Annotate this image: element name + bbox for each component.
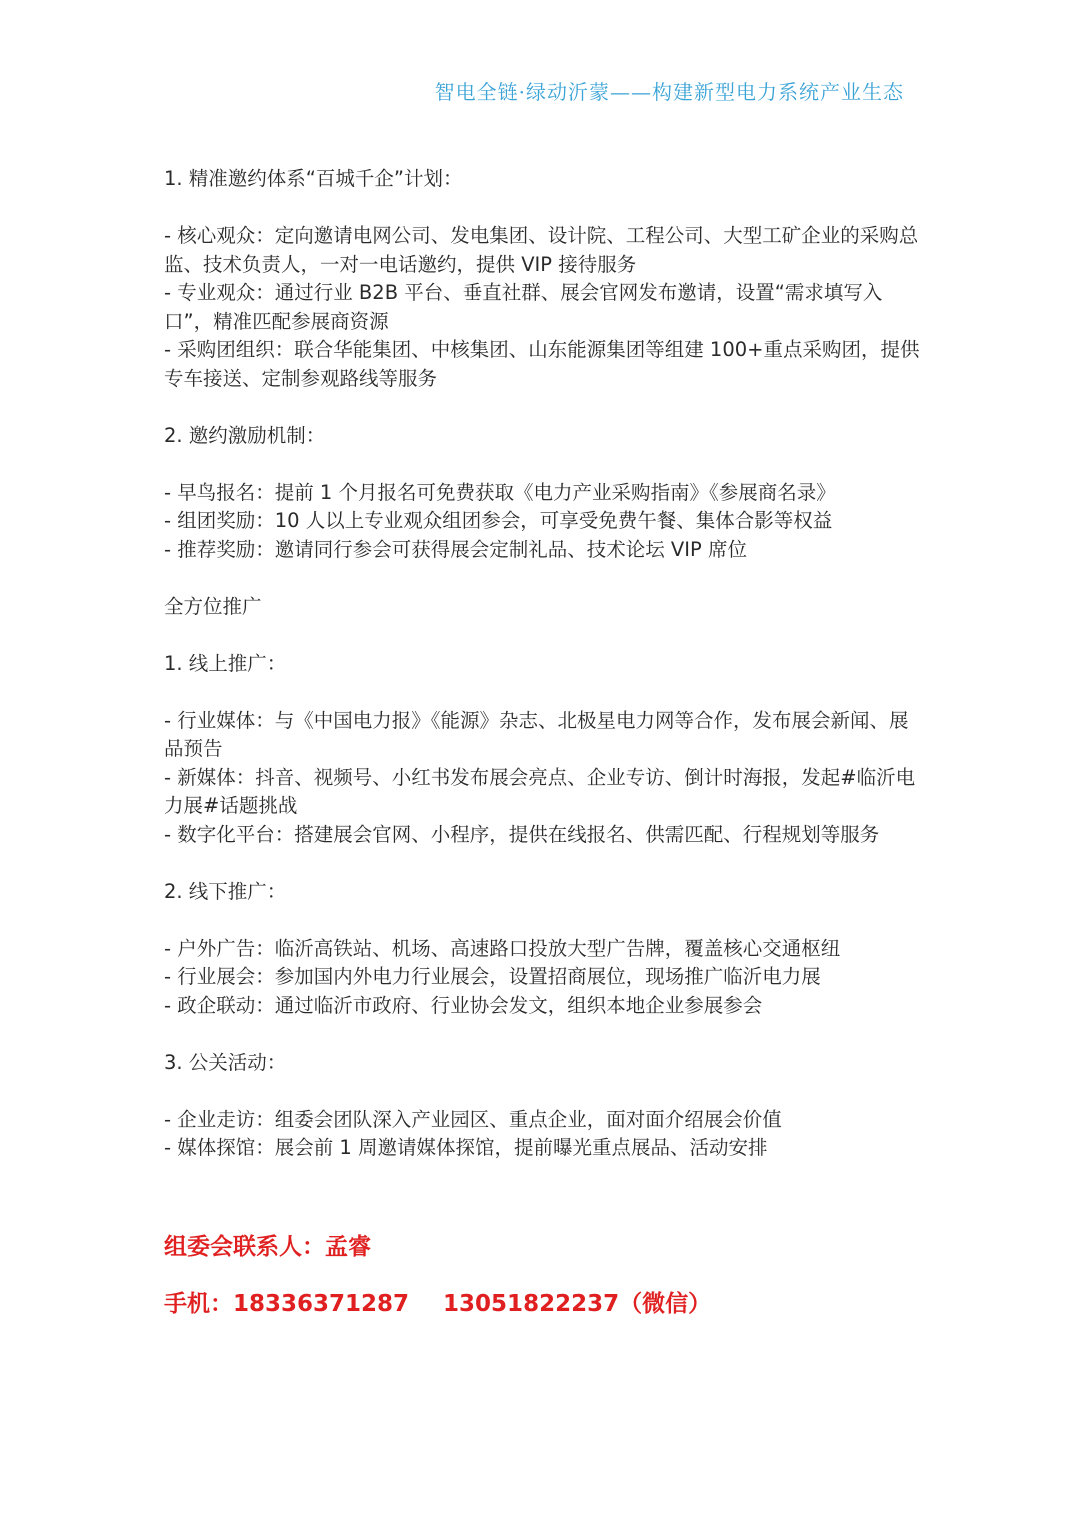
- section-heading: 2. 邀约激励机制：: [164, 423, 326, 447]
- document-body: [164, 165, 920, 1163]
- section-heading: 1. 精准邀约体系“百城千企”计划：: [164, 167, 463, 190]
- section-heading: 1. 线上推广：: [164, 651, 287, 675]
- list-item: - 核心观众：定向邀请电网公司、发电集团、设计院、工程公司、大型工矿企业的采购总监、技术负责人，一对一电话邀约，提供 VIP 接待服务: [164, 224, 919, 276]
- list-item: - 新媒体：抖音、视频号、小红书发布展会亮点、企业专访、倒计时海报，发起#临沂电力展#话题挑战: [164, 765, 916, 817]
- list-item: - 早鸟报名：提前 1 个月报名可免费获取《电力产业采购指南》《参展商名录》: [164, 480, 836, 504]
- page-header-title: 智电全链·绿动沂蒙——构建新型电力系统产业生态: [434, 80, 904, 104]
- contact-person: 组委会联系人：孟睿: [164, 1234, 371, 1260]
- list-item: - 户外广告：临沂高铁站、机场、高速路口投放大型广告牌，覆盖核心交通枢纽: [164, 936, 841, 960]
- list-item: - 数字化平台：搭建展会官网、小程序，提供在线报名、供需匹配、行程规划等服务: [164, 822, 880, 846]
- contact-phone: [164, 1285, 711, 1318]
- list-item: - 采购团组织：联合华能集团、中核集团、山东能源集团等组建 100+重点采购团，提供专车接送、定制参观路线等服务: [164, 338, 920, 390]
- list-item: - 行业展会：参加国内外电力行业展会，设置招商展位，现场推广临沂电力展: [164, 965, 821, 988]
- list-item: - 政企联动：通过临沂市政府、行业协会发文，组织本地企业参展参会: [164, 993, 763, 1017]
- list-item: - 推荐奖励：邀请同行参会可获得展会定制礼品、技术论坛 VIP 席位: [164, 537, 747, 561]
- section-heading: 2. 线下推广：: [164, 879, 287, 903]
- list-item: - 媒体探馆：展会前 1 周邀请媒体探馆，提前曝光重点展品、活动安排: [164, 1136, 768, 1159]
- list-item: - 专业观众：通过行业 B2B 平台、垂直社群、展会官网发布邀请，设置“需求填写入口”，精准匹配参展商资源: [164, 281, 883, 333]
- phone-number-2: 13051822237（微信）: [443, 1291, 712, 1317]
- section-title: 全方位推广: [164, 594, 262, 618]
- list-item: - 行业媒体：与《中国电力报》《能源》杂志、北极星电力网等合作，发布展会新闻、展品预告: [164, 708, 909, 760]
- phone-number-1: 18336371287: [233, 1291, 410, 1317]
- section-heading: 3. 公关活动：: [164, 1050, 287, 1074]
- phone-label: 手机：: [164, 1291, 233, 1317]
- list-item: - 组团奖励：10 人以上专业观众组团参会，可享受免费午餐、集体合影等权益: [164, 509, 833, 532]
- list-item: - 企业走访：组委会团队深入产业园区、重点企业，面对面介绍展会价值: [164, 1107, 782, 1131]
